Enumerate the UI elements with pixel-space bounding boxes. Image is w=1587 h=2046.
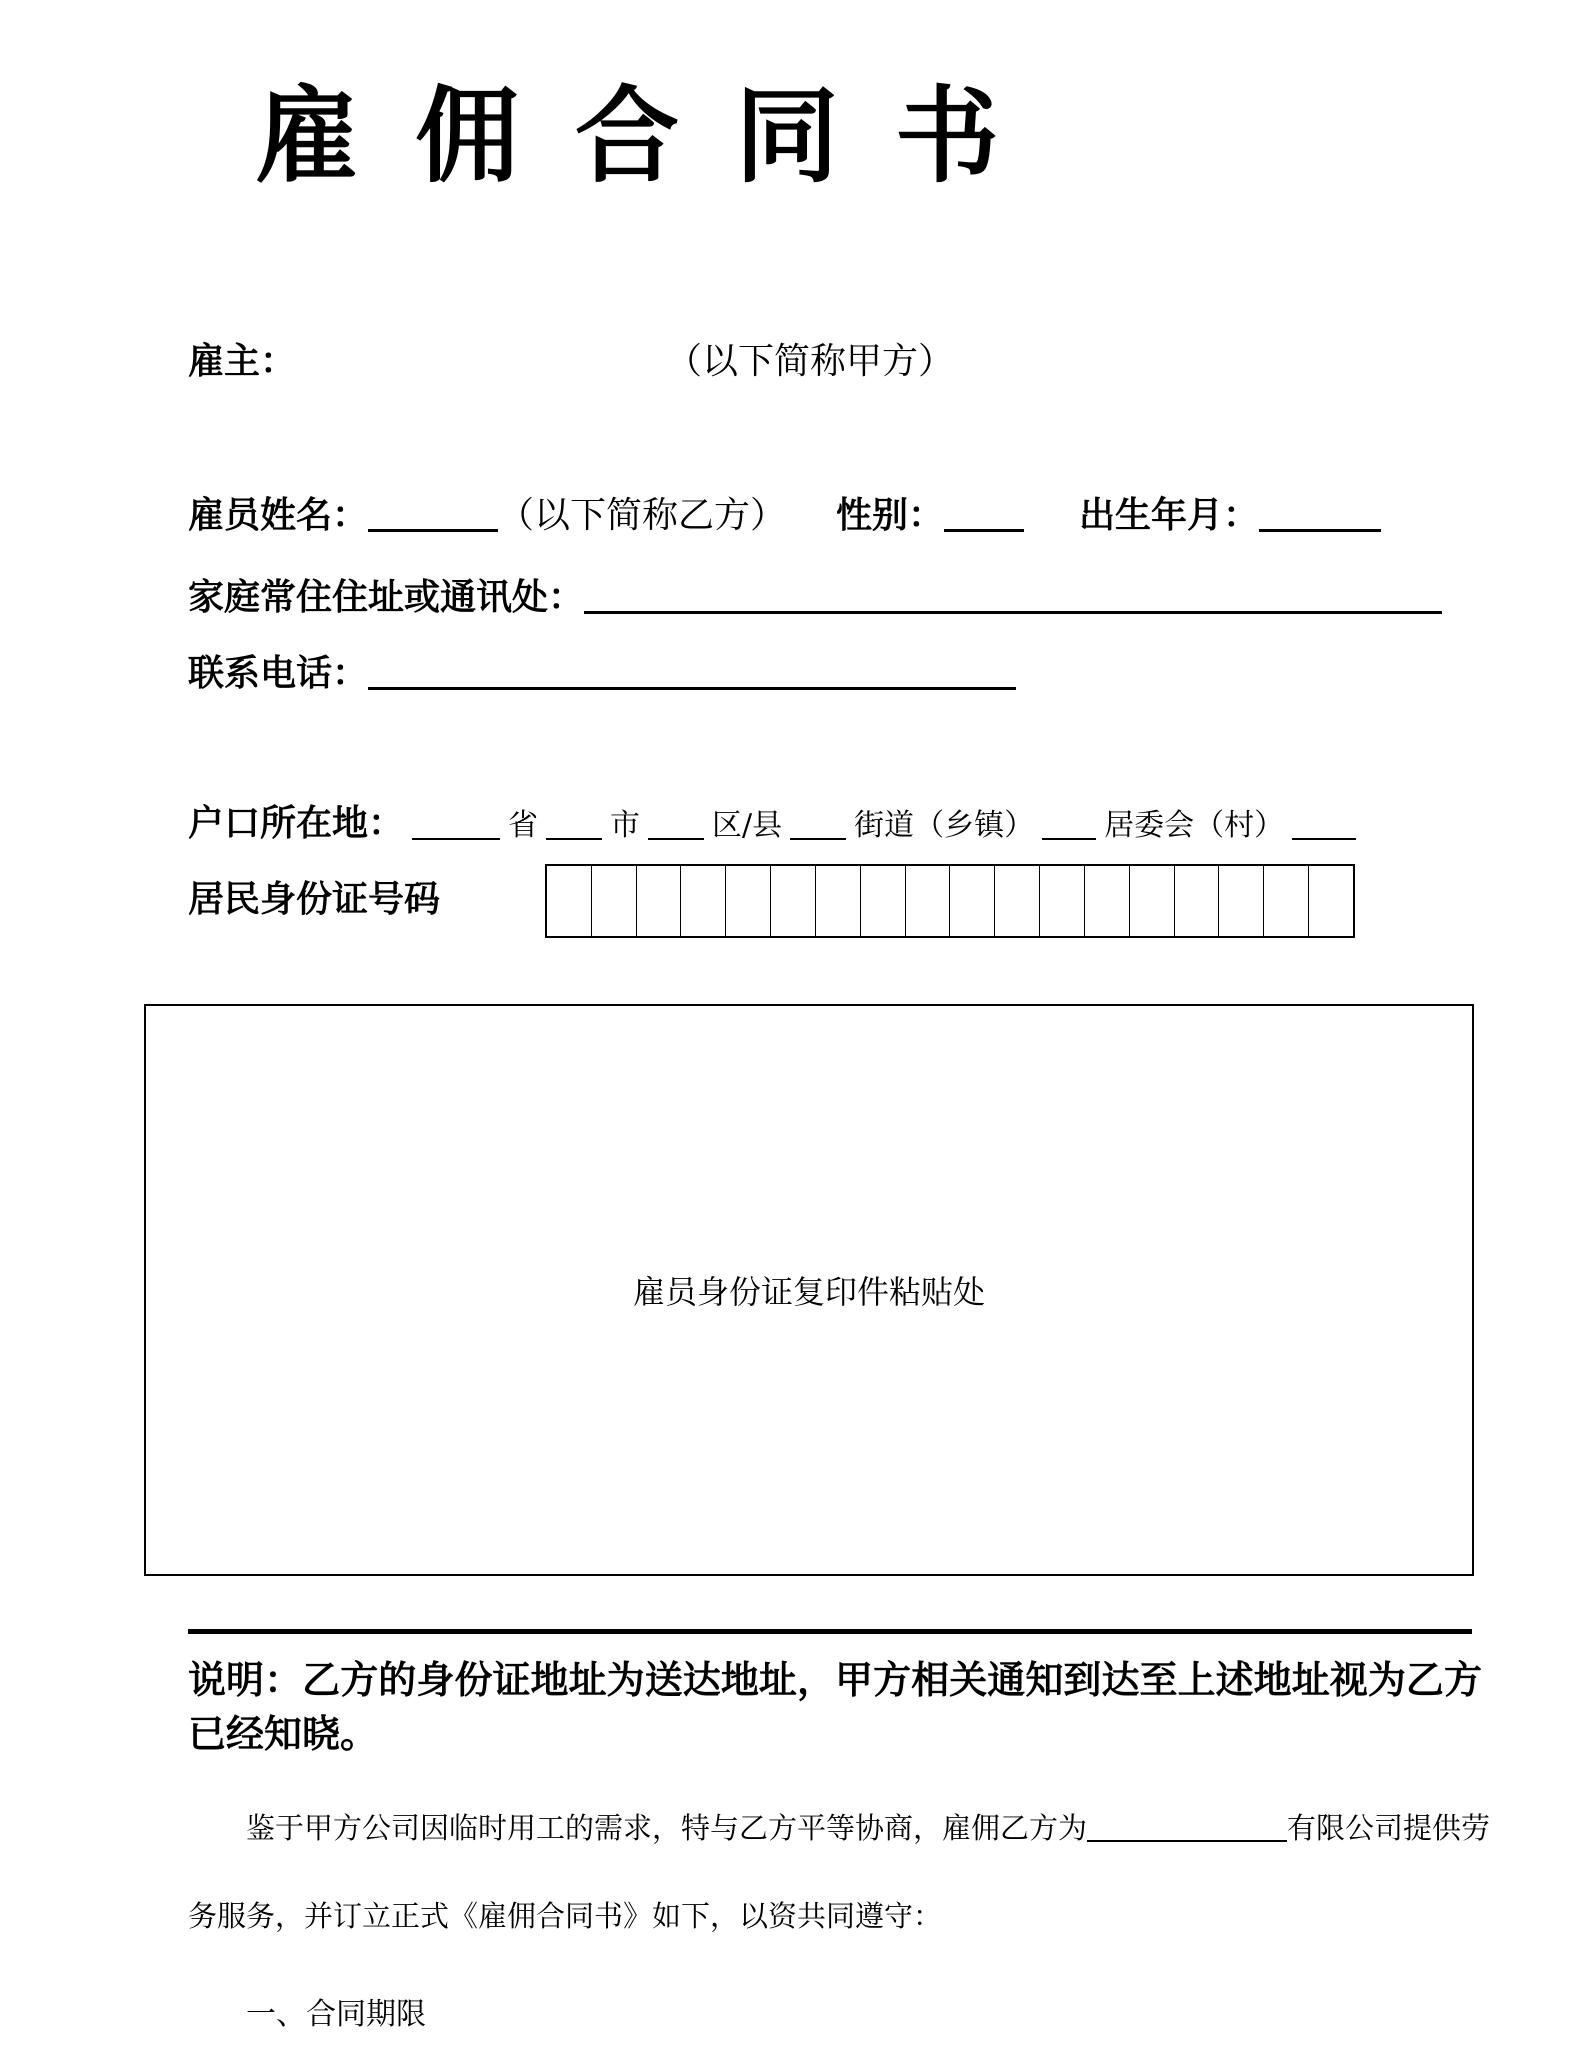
id-copy-paste-box[interactable]: [144, 1004, 1474, 1576]
id-digit-cell[interactable]: [592, 866, 637, 936]
address-blank[interactable]: [584, 611, 1442, 614]
id-digit-cell[interactable]: [1175, 866, 1220, 936]
address-label: 家庭常住住址或通讯处：: [188, 576, 585, 618]
id-digit-cell[interactable]: [771, 866, 816, 936]
street-suffix-label: 街道（乡镇）: [854, 808, 1035, 843]
employer-alias-note: （以下简称甲方）: [666, 341, 955, 382]
id-digit-cell[interactable]: [906, 866, 951, 936]
employee-alias-note: （以下简称乙方）: [498, 495, 787, 536]
household-committee-blank[interactable]: [1042, 838, 1096, 840]
district-suffix-label: 区/县: [712, 808, 783, 843]
committee-suffix-label: 居委会（村）: [1104, 808, 1285, 843]
id-digit-cell[interactable]: [1040, 866, 1085, 936]
id-copy-paste-box-label: 雇员身份证复印件粘贴处: [632, 1273, 985, 1311]
id-digit-cell[interactable]: [1309, 866, 1353, 936]
company-name-blank[interactable]: [1087, 1840, 1287, 1842]
gender-blank[interactable]: [944, 529, 1024, 532]
household-label: 户口所在地：: [188, 802, 405, 844]
id-number-grid: [545, 864, 1355, 938]
section-heading-contract-term: 一、合同期限: [246, 1997, 426, 2032]
phone-line: [188, 652, 1016, 695]
employer-line: [188, 340, 955, 383]
phone-label: 联系电话：: [188, 652, 369, 694]
employee-name-label: 雇员姓名：: [188, 494, 369, 536]
preamble-paragraph: [188, 1784, 1500, 1960]
id-digit-cell[interactable]: [816, 866, 861, 936]
gender-label: 性别：: [836, 494, 945, 536]
employee-info-line: [188, 494, 1381, 537]
household-district-blank[interactable]: [648, 838, 704, 840]
id-digit-cell[interactable]: [726, 866, 771, 936]
household-registration-line: [188, 802, 1364, 845]
id-number-line: [188, 878, 440, 921]
preamble-text-after-blank: 有限公司提供劳务服务，并订立正式《雇佣合同书》如下，以资共同遵守：: [188, 1811, 1491, 1933]
id-number-label: 居民身份证号码: [188, 878, 441, 920]
id-digit-cell[interactable]: [1219, 866, 1264, 936]
household-street-blank[interactable]: [790, 838, 846, 840]
province-suffix-label: 省: [508, 808, 539, 843]
birthdate-blank[interactable]: [1259, 529, 1381, 532]
household-city-blank[interactable]: [546, 838, 602, 840]
id-digit-cell[interactable]: [681, 866, 726, 936]
household-province-blank[interactable]: [412, 838, 500, 840]
birthdate-label: 出生年月：: [1079, 494, 1260, 536]
city-suffix-label: 市: [610, 808, 641, 843]
address-line: [188, 576, 1442, 619]
id-digit-cell[interactable]: [637, 866, 682, 936]
id-digit-cell[interactable]: [995, 866, 1040, 936]
phone-blank[interactable]: [368, 687, 1016, 690]
preamble-text-before-blank: 鉴于甲方公司因临时用工的需求，特与乙方平等协商，雇佣乙方为: [246, 1811, 1088, 1845]
id-digit-cell[interactable]: [861, 866, 906, 936]
id-digit-cell[interactable]: [1130, 866, 1175, 936]
id-digit-cell[interactable]: [547, 866, 592, 936]
employee-name-blank[interactable]: [368, 529, 498, 532]
contract-title: 雇佣合同书: [255, 74, 1056, 197]
section-divider-line: [188, 1629, 1472, 1634]
employer-label: 雇主：: [188, 340, 297, 382]
delivery-address-note: 说明：乙方的身份证地址为送达地址，甲方相关通知到达至上述地址视为乙方已经知晓。: [188, 1657, 1482, 1756]
id-digit-cell[interactable]: [1264, 866, 1309, 936]
id-digit-cell[interactable]: [1085, 866, 1130, 936]
id-digit-cell[interactable]: [950, 866, 995, 936]
household-tail-blank[interactable]: [1292, 838, 1356, 840]
